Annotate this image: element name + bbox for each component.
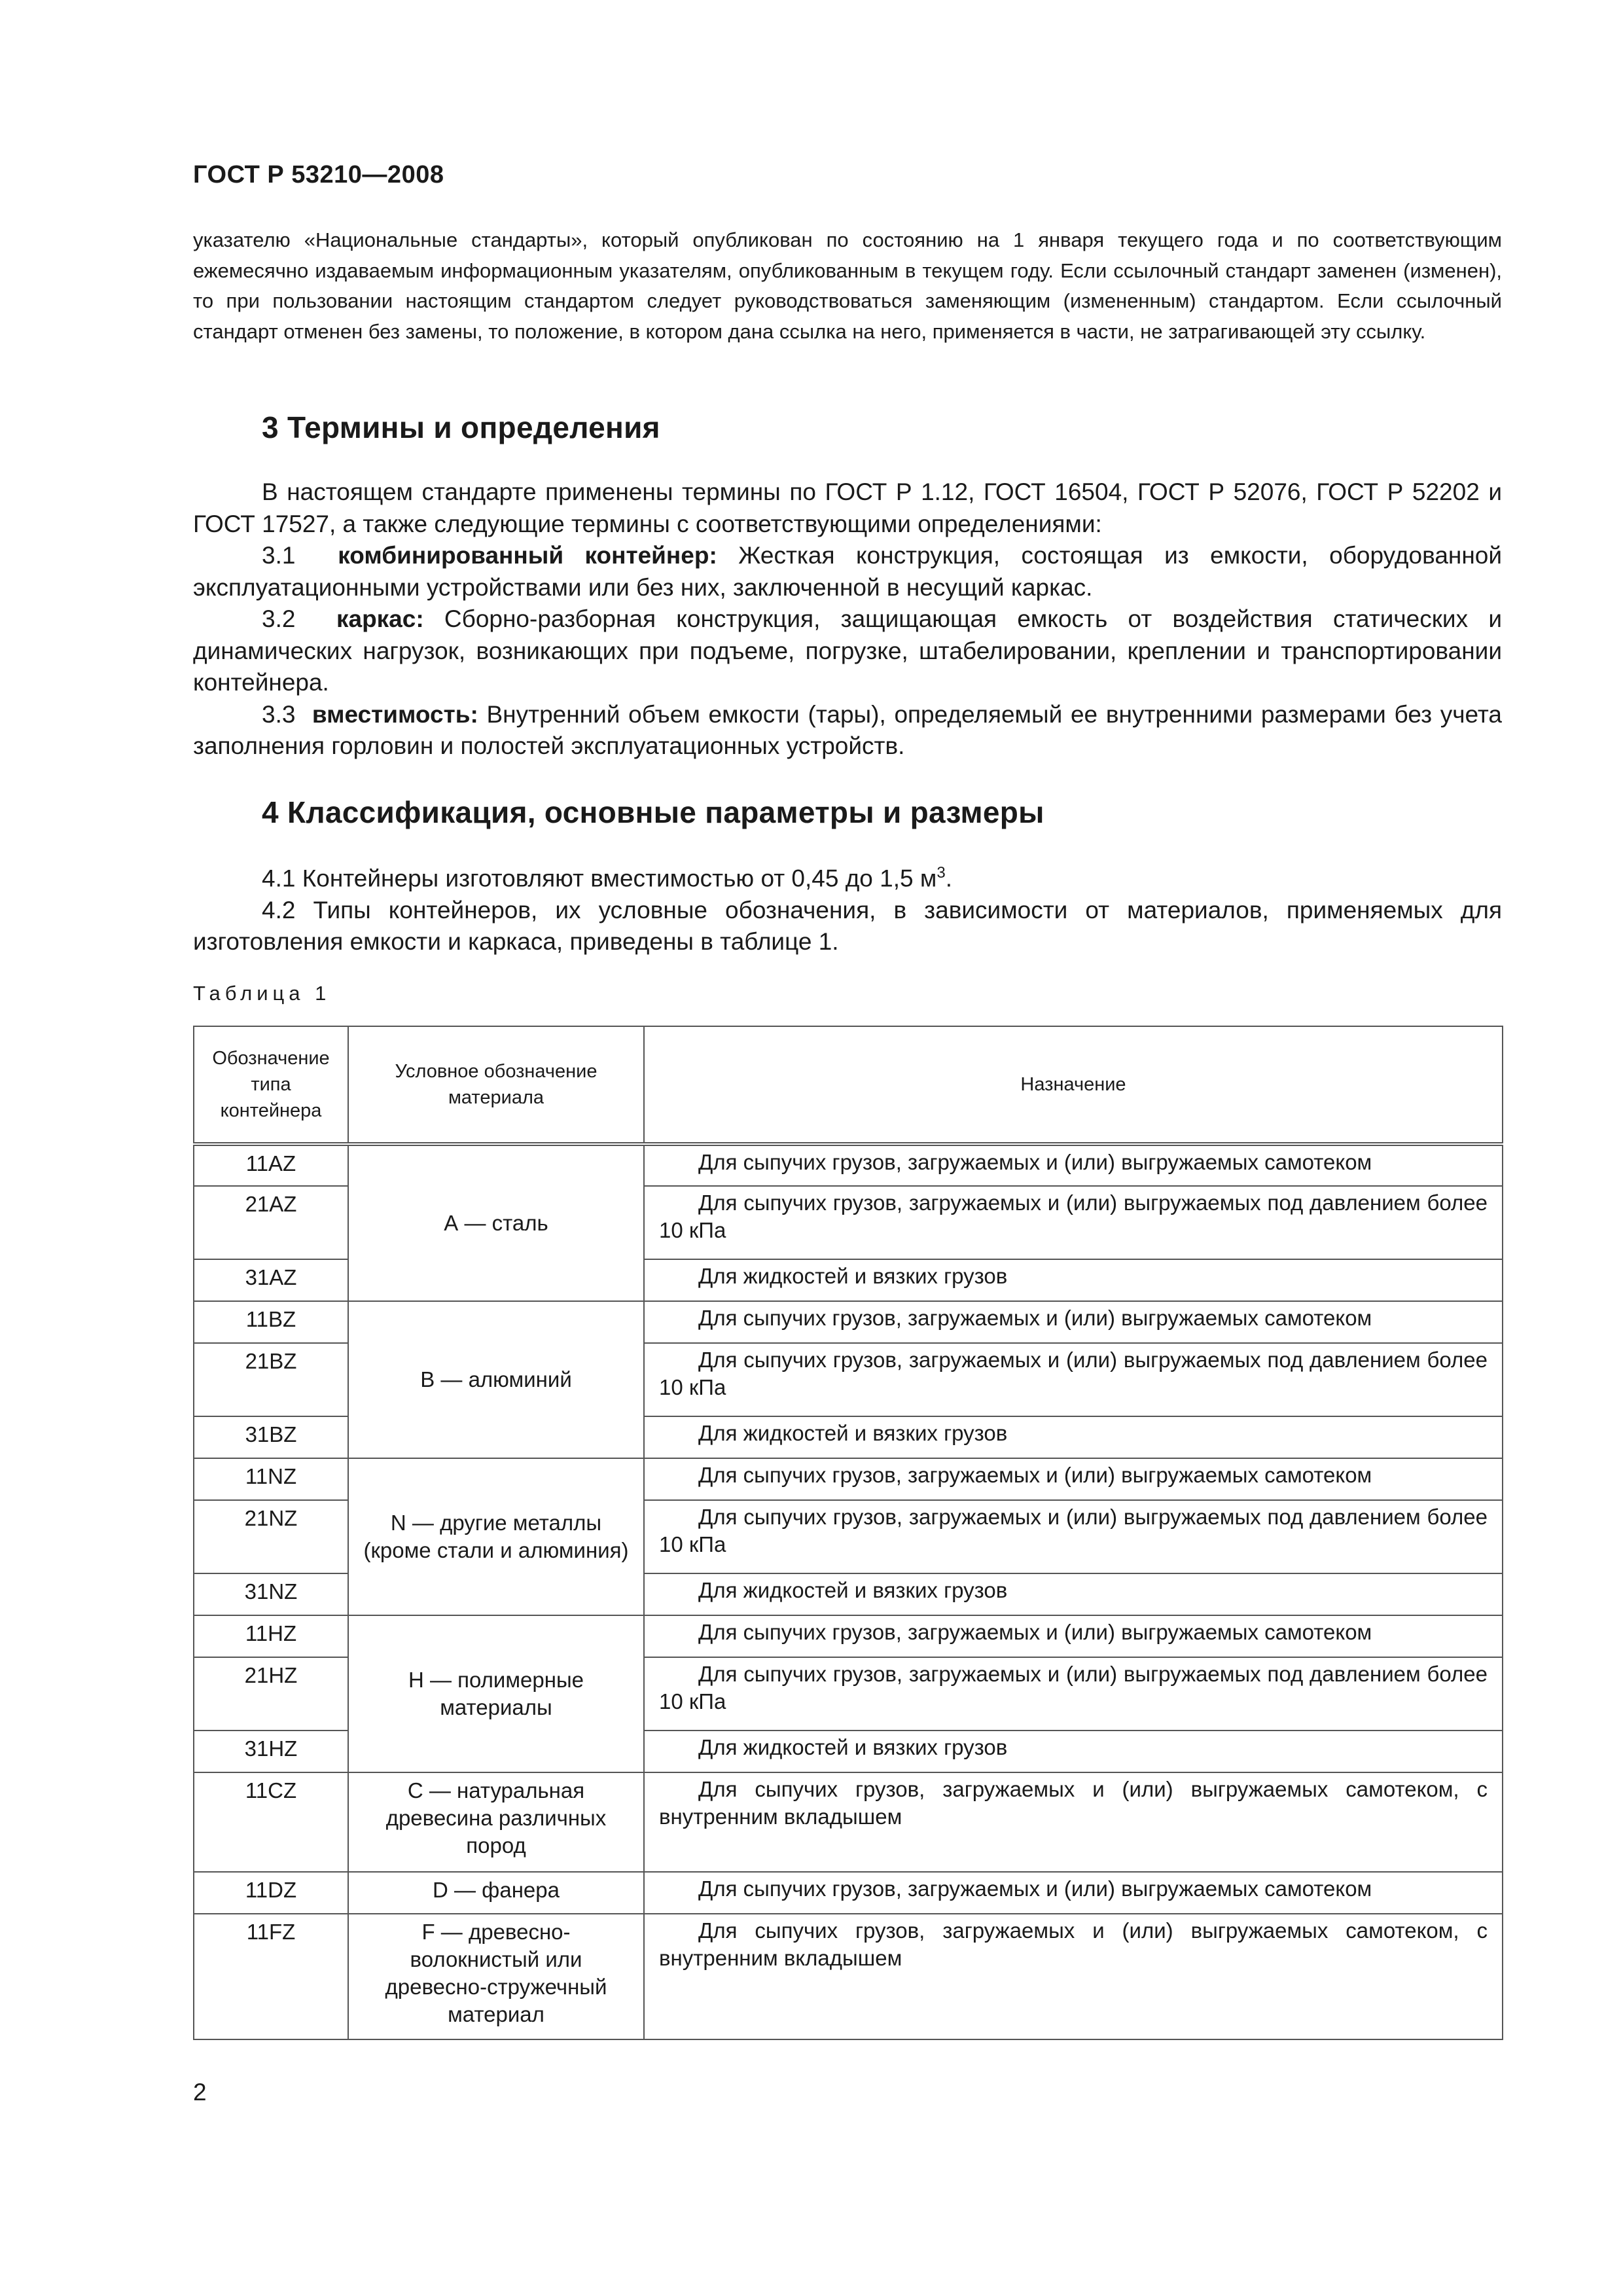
paragraph-4-1: 4.1 Контейнеры изготовляют вместимостью от 0,45 до 1,5 $м^3$. — [262, 864, 952, 892]
type-code: 11CZ — [194, 1772, 348, 1872]
term-3-1 — [193, 540, 1502, 603]
purpose-cell: Для сыпучих грузов, загружаемых и (или) выгружаемых под давлением более 10 кПа — [644, 1500, 1503, 1573]
header-material-designation: Условное обозначение материала — [348, 1026, 644, 1144]
table-row — [194, 1615, 1503, 1657]
table-row — [194, 1301, 1503, 1343]
type-code: 31NZ — [194, 1573, 348, 1615]
term-name: вместимость: — [312, 700, 478, 728]
type-code: 21HZ — [194, 1657, 348, 1731]
term-name: комбинированный контейнер: — [338, 542, 717, 569]
table-header-row — [194, 1026, 1503, 1144]
section-3-body — [193, 476, 1502, 762]
term-number: 3.1 — [262, 542, 296, 569]
table-row — [194, 1914, 1503, 2039]
type-code: 31HZ — [194, 1731, 348, 1772]
purpose-cell: Для жидкостей и вязких грузов — [644, 1416, 1503, 1458]
purpose-cell: Для сыпучих грузов, загружаемых и (или) выгружаемых под давлением более 10 кПа — [644, 1186, 1503, 1259]
type-code: 11AZ — [194, 1144, 348, 1186]
term-definition: Внутренний объем емкости (тары), определяемый ее внутренними размерами без учета заполнения горловин и полостей эксплуатационных устройств. — [193, 700, 1502, 759]
term-definition: Сборно-разборная конструкция, защищающая емкость от воздействия статических и динамических нагрузок, возникающих при подъеме, погрузке, штабелировании, креплении и транспортировании контейнера. — [193, 605, 1503, 696]
section-4-body — [193, 857, 1502, 958]
table-row — [194, 1772, 1503, 1872]
standard-designation: ГОСТ Р 53210—2008 — [193, 161, 444, 188]
material-cell: С — натуральная древесина различных пород — [348, 1772, 644, 1872]
term-number: 3.3 — [262, 700, 296, 728]
type-code: 21BZ — [194, 1343, 348, 1416]
purpose-cell: Для сыпучих грузов, загружаемых и (или) выгружаемых самотеком — [644, 1144, 1503, 1186]
purpose-cell: Для сыпучих грузов, загружаемых и (или) выгружаемых самотеком, с внутренним вкладышем — [644, 1914, 1503, 2039]
purpose-cell: Для сыпучих грузов, загружаемых и (или) выгружаемых самотеком — [644, 1458, 1503, 1500]
type-code: 31BZ — [194, 1416, 348, 1458]
purpose-cell: Для жидкостей и вязких грузов — [644, 1259, 1503, 1301]
type-code: 11DZ — [194, 1872, 348, 1914]
header-purpose: Назначение — [644, 1026, 1503, 1144]
table-row — [194, 1144, 1503, 1186]
material-cell: Н — полимерные материалы — [348, 1615, 644, 1772]
material-cell: А — сталь — [348, 1144, 644, 1301]
purpose-cell: Для сыпучих грузов, загружаемых и (или) выгружаемых самотеком — [644, 1615, 1503, 1657]
purpose-cell: Для сыпучих грузов, загружаемых и (или) выгружаемых самотеком — [644, 1872, 1503, 1914]
purpose-cell: Для жидкостей и вязких грузов — [644, 1731, 1503, 1772]
table-row — [194, 1458, 1503, 1500]
header-type-designation: Обозначение типа контейнера — [194, 1026, 348, 1144]
material-cell: F — древесно-волокнистый или древесно-стружечный материал — [348, 1914, 644, 2039]
type-code: 11FZ — [194, 1914, 348, 2039]
material-cell: В — алюминий — [348, 1301, 644, 1458]
type-code: 11BZ — [194, 1301, 348, 1343]
container-types-table — [193, 1026, 1503, 2040]
purpose-cell: Для жидкостей и вязких грузов — [644, 1573, 1503, 1615]
section-3-title: 3 Термины и определения — [262, 410, 660, 444]
material-cell: N — другие металлы (кроме стали и алюминия) — [348, 1458, 644, 1615]
type-code: 11NZ — [194, 1458, 348, 1500]
term-3-3 — [193, 699, 1502, 762]
table-row — [194, 1872, 1503, 1914]
type-code: 11HZ — [194, 1615, 348, 1657]
type-code: 21AZ — [194, 1186, 348, 1259]
material-cell: D — фанера — [348, 1872, 644, 1914]
paragraph-4-2: 4.2 Типы контейнеров, их условные обозначения, в зависимости от материалов, применяемых для изготовления емкости и каркаса, приведены в таблице 1. — [193, 896, 1502, 956]
section-3-intro: В настоящем стандарте применены термины по ГОСТ Р 1.12, ГОСТ 16504, ГОСТ Р 52076, ГОСТ Р 52202 и ГОСТ 17527, а также следующие термины с соответствующими определениями: — [193, 478, 1502, 537]
purpose-cell: Для сыпучих грузов, загружаемых и (или) выгружаемых самотеком, с внутренним вкладышем — [644, 1772, 1503, 1872]
term-3-2 — [193, 603, 1502, 699]
section-4-title: 4 Классификация, основные параметры и размеры — [262, 795, 1044, 829]
purpose-cell: Для сыпучих грузов, загружаемых и (или) выгружаемых под давлением более 10 кПа — [644, 1657, 1503, 1731]
purpose-cell: Для сыпучих грузов, загружаемых и (или) выгружаемых под давлением более 10 кПа — [644, 1343, 1503, 1416]
type-code: 21NZ — [194, 1500, 348, 1573]
term-number: 3.2 — [262, 605, 296, 632]
purpose-cell: Для сыпучих грузов, загружаемых и (или) выгружаемых самотеком — [644, 1301, 1503, 1343]
term-name: каркас: — [336, 605, 424, 632]
table-caption: Таблица 1 — [193, 982, 331, 1005]
page-number: 2 — [193, 2079, 207, 2106]
superscript-3: 3 — [936, 864, 946, 882]
intro-paragraph: указателю «Национальные стандарты», который опубликован по состоянию на 1 января текущего года и по соответствующим ежемесячно издаваемым информационным указателям, опубликованным в текущем году. Если ссылочный стандарт заменен (изменен), то при пользовании настоящим стандартом следует руководствоваться заменяющим (измененным) стандартом. Если ссылочный стандарт отменен без замены, то положение, в котором дана ссылка на него, применяется в части, не затрагивающей эту ссылку. — [193, 228, 1502, 343]
type-code: 31AZ — [194, 1259, 348, 1301]
term-definition: Жесткая конструкция, состоящая из емкости, оборудованной эксплуатационными устройствами или без них, заключенной в несущий каркас. — [193, 542, 1503, 601]
